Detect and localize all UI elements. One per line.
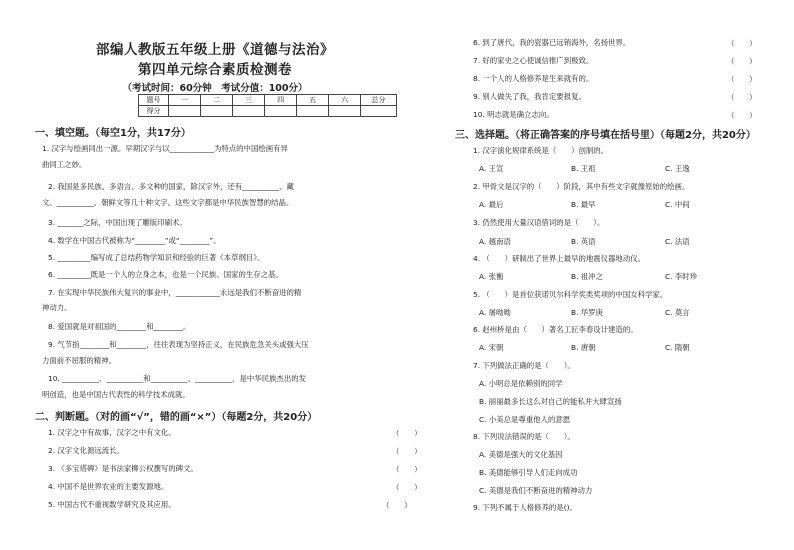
choice-option[interactable]: B. 英语: [571, 237, 596, 246]
score-cell[interactable]: [297, 106, 329, 117]
fill-q10-line2: 明创造，也是中国古代表性的科学技术成就。: [42, 390, 190, 399]
choice-q6: 6. 赵州桥是由（ ）著名工匠李春设计建造的。: [473, 325, 638, 334]
choice-q5: 5. （ ）是首位获诺贝尔科学奖类奖项的中国女科学家。: [473, 290, 668, 299]
judge-q7: 7. 好的家史之心使诚信推广到极致。: [473, 56, 594, 65]
choice-option[interactable]: C. 小美总是尊重他人的意愿: [479, 415, 571, 424]
score-header-cell: 三: [233, 95, 265, 106]
answer-paren[interactable]: （ ）: [382, 501, 412, 510]
choice-option[interactable]: A. 宋朝: [479, 343, 504, 352]
choice-option[interactable]: B. 华罗庚: [571, 308, 603, 317]
fill-q2-line2: 文、__________、朝鲜文等几十种文字。这些文字都是中华民族智慧的结晶。: [42, 198, 294, 207]
choice-q9: 9. 下列不属于人格修养的是()。: [473, 503, 577, 512]
section1-title: 一、填空题。（每空1分，共17分）: [35, 128, 191, 139]
fill-q3: 3. _______之际，中国出现了雕版印刷术。: [48, 218, 187, 227]
score-cell[interactable]: [201, 106, 233, 117]
judge-q1: 1. 汉字之中有故事，汉字之中有文化。: [48, 428, 176, 437]
choice-option[interactable]: A. 最后: [479, 200, 504, 209]
fill-q5: 5. _________编写成了总结药物学知识和经验的巨著《本草纲目》。: [48, 253, 265, 262]
score-header-cell: 五: [297, 95, 329, 106]
choice-option[interactable]: B. 祖冲之: [571, 272, 603, 281]
score-cell[interactable]: [265, 106, 297, 117]
fill-q9-line1: 9. 气节指________和________，往往表现为坚持正义，在民族危急关头或强大压: [48, 340, 309, 349]
fill-q4: 4. 数学在中国古代被称为“________”或“________”。: [48, 236, 221, 245]
score-header-row: [139, 95, 397, 106]
answer-paren[interactable]: （ ）: [392, 447, 422, 456]
fill-q7-line2: 神动力。: [42, 303, 72, 312]
answer-paren[interactable]: （ ）: [727, 75, 757, 84]
choice-option[interactable]: A. 屠呦呦: [479, 308, 511, 317]
section2-title: 二、判断题。（对的画“√”，错的画“×”）（每题2分，共20分）: [35, 412, 318, 423]
choice-q4: 4. （ ）研制出了世界上最早的地震仪器地动仪。: [473, 254, 645, 263]
score-header-cell: 总分: [361, 95, 397, 106]
fill-q6: 6. _________既是一个人的立身之本，也是一个民族、国家的生存之基。: [48, 270, 283, 279]
exam-info: （考试时间：60分钟 考试分值：100分）: [122, 83, 308, 94]
answer-paren[interactable]: （ ）: [727, 57, 757, 66]
score-table: [138, 94, 397, 117]
judge-q5: 5. 中国古代不重视数学研究及其应用。: [48, 500, 176, 509]
choice-option[interactable]: A. 越南语: [479, 237, 511, 246]
score-header-cell: 题号: [139, 95, 169, 106]
answer-paren[interactable]: （ ）: [727, 39, 757, 48]
score-cell[interactable]: [233, 106, 265, 117]
choice-option[interactable]: B. 美德能够引导人们走向成功: [479, 468, 578, 477]
choice-option[interactable]: C. 莫言: [665, 308, 690, 317]
judge-q6: 6. 到了唐代，我的瓷器已远销海外，名扬世界。: [473, 38, 631, 47]
choice-q3: 3. 仍然使用大量汉语借词的是（ ）。: [473, 218, 605, 227]
choice-option[interactable]: B. 王祖: [571, 164, 596, 173]
judge-q9: 9. 别人做失了我，我肯定要报复。: [473, 92, 586, 101]
choice-option[interactable]: A. 张衡: [479, 272, 504, 281]
answer-paren[interactable]: （ ）: [392, 465, 422, 474]
choice-q7: 7. 下列做法正确的是（ ）。: [473, 361, 575, 370]
score-cell[interactable]: [169, 106, 201, 117]
fill-q8: 8. 爱国就是对祖国的________和________。: [48, 322, 191, 331]
choice-option[interactable]: B. 唐朝: [571, 343, 596, 352]
page-title: 部编人教版五年级上册《道德与法治》: [96, 42, 334, 58]
section3-title: 三、选择题。（将正确答案的序号填在括号里）（每题2分，共20分）: [455, 130, 756, 141]
fill-q9-line2: 力面前不屈服的精神。: [42, 356, 116, 365]
fill-q1-line2: 曲同工之妙。: [42, 160, 87, 169]
score-cell[interactable]: [361, 106, 397, 117]
choice-option[interactable]: C. 法语: [665, 237, 690, 246]
choice-q8: 8. 下列说法错误的是（ ）。: [473, 432, 575, 441]
choice-option[interactable]: B. 丽丽最多长这么对自己的能私并大肆宣扬: [479, 397, 622, 406]
choice-option[interactable]: C. 中间: [665, 200, 690, 209]
score-row: [139, 106, 397, 117]
choice-option[interactable]: A. 美德是强大的文化基因: [479, 450, 563, 459]
choice-option[interactable]: C. 美德是我们不断奋进的精神动力: [479, 486, 593, 495]
answer-paren[interactable]: （ ）: [392, 483, 422, 492]
score-header-cell: 二: [201, 95, 233, 106]
choice-option[interactable]: C. 隋朝: [665, 343, 690, 352]
judge-q10: 10. 明志就是确立志向。: [473, 110, 554, 119]
choice-q2: 2. 甲骨文是汉字的（ ）阶段，其中有些文字就像原始的绘画。: [473, 182, 690, 191]
choice-option[interactable]: C. 王逸: [665, 164, 690, 173]
score-header-cell: 一: [169, 95, 201, 106]
fill-q10-line1: 10. __________、__________和__________、__________，是中华民族杰出的发: [48, 374, 306, 383]
choice-option[interactable]: A. 小明总是依赖别的同学: [479, 379, 563, 388]
fill-q7-line1: 7. 在实现中华民族伟大复兴的事业中，____________永远是我们不断奋进的精: [48, 288, 302, 297]
answer-paren[interactable]: （ ）: [392, 429, 422, 438]
choice-option[interactable]: B. 最早: [571, 200, 596, 209]
score-cell[interactable]: [329, 106, 361, 117]
fill-q1-line1: 1. 汉字与绘画同出一源。早期汉字与以____________为特点的中国绘画有异: [42, 144, 288, 153]
score-row-label: 得分: [139, 106, 169, 117]
score-header-cell: 四: [265, 95, 297, 106]
judge-q2: 2. 汉字文化源远流长。: [48, 446, 124, 455]
answer-paren[interactable]: （ ）: [727, 93, 757, 102]
answer-paren[interactable]: （ ）: [727, 111, 757, 120]
score-header-cell: 六: [329, 95, 361, 106]
judge-q4: 4. 中国不是世界农业的主要发源地。: [48, 482, 169, 491]
choice-option[interactable]: A. 王宣: [479, 164, 504, 173]
judge-q3: 3. 《多宝塔碑》是书法家柳公权撰写的碑文。: [48, 464, 198, 473]
judge-q8: 8. 一个人的人格修养是生来就有的。: [473, 74, 594, 83]
fill-q2-line1: 2. 我国是多民族、多语言、多文种的国家，除汉字外，还有__________、藏: [48, 182, 294, 191]
page-subtitle: 第四单元综合素质检测卷: [138, 62, 292, 78]
choice-q1: 1. 汉字演化规律系统是（ ）创制的。: [473, 146, 609, 155]
choice-option[interactable]: C. 李时珍: [665, 272, 698, 281]
